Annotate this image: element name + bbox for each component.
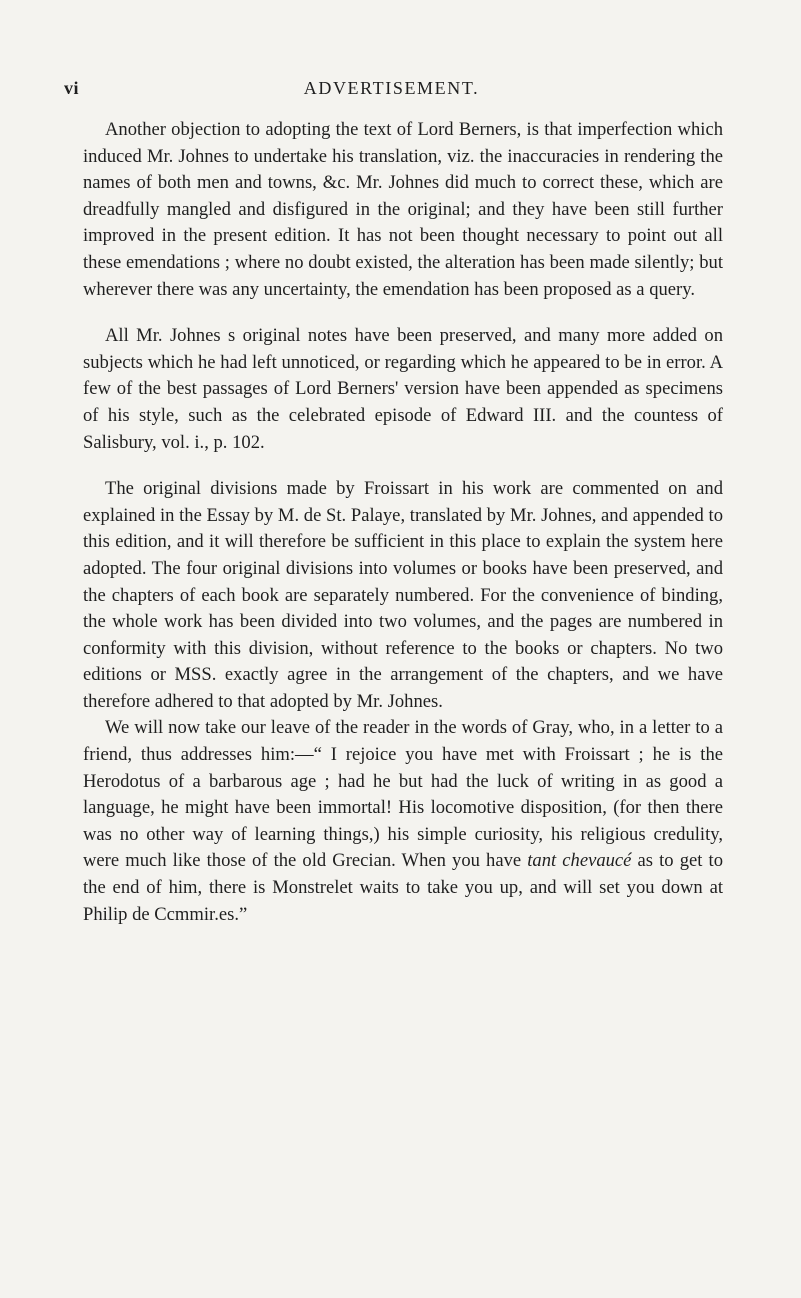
page-number: vi [64,78,80,98]
quote-text-end: as to get to the end of him, there is Monstrelet waits to take you up, and will set you down at Philip de Ccmmir.es.” [83,850,723,925]
quote-text-start: We will now take our leave of the reader in the words of Gray, who, in a letter to a friend, thus addresses him:—“ I rejoice you have met with Froissart ; he is the Herodotus of a barbarous age ; had he but had the luck of writing in as good a language, he might have been immortal! His locomotive disposition, (for then there was no other way of learning things,) his simple curiosity, his religious credulity, were much like those of the old Grecian. When you have [83,717,723,872]
running-head [64,78,719,102]
body-text [83,117,723,928]
page-title: ADVERTISEMENT. [303,78,480,98]
paragraph-divisions: The original divisions made by Froissart in his work are commented on and explained in the Essay by M. de St. Palaye, translated by Mr. Johnes, and appended to this edition, and it will therefore be sufficient in this place to explain the system here adopted. The four original divisions into volumes or books have been preserved, and the chapters of each book are separately numbered. For the convenience of binding, the whole work has been divided into two volumes, and the pages are numbered in conformity with this division, without reference to the books or chapters. No two editions or MSS. exactly agree in the arrangement of the chapters, and we have therefore adhered to that adopted by Mr. Johnes. [83,478,723,712]
paragraph-gray-quote [83,715,723,928]
italic-phrase: tant chevaucé [527,850,632,872]
paragraph-emendations: Another objection to adopting the text of Lord Berners, is that imperfection which induced Mr. Johnes to undertake his translation, viz. the inaccuracies in rendering the names of both men and towns, &c. Mr. Johnes did much to correct these, which are dreadfully mangled and disfigured in the original; and they have been still further improved in the present edition. It has not been thought necessary to point out all these emendations ; where no doubt existed, the alteration has been made silently; but wherever there was any uncertainty, the emendation has been proposed as a query. [83,119,723,300]
paragraph-notes: All Mr. Johnes s original notes have been preserved, and many more added on subjects which he had left unnoticed, or regarding which he appeared to be in error. A few of the best passages of Lord Berners' version have been appended as specimens of his style, such as the celebrated episode of Edward III. and the countess of Salisbury, vol. i., p. 102. [83,325,723,453]
